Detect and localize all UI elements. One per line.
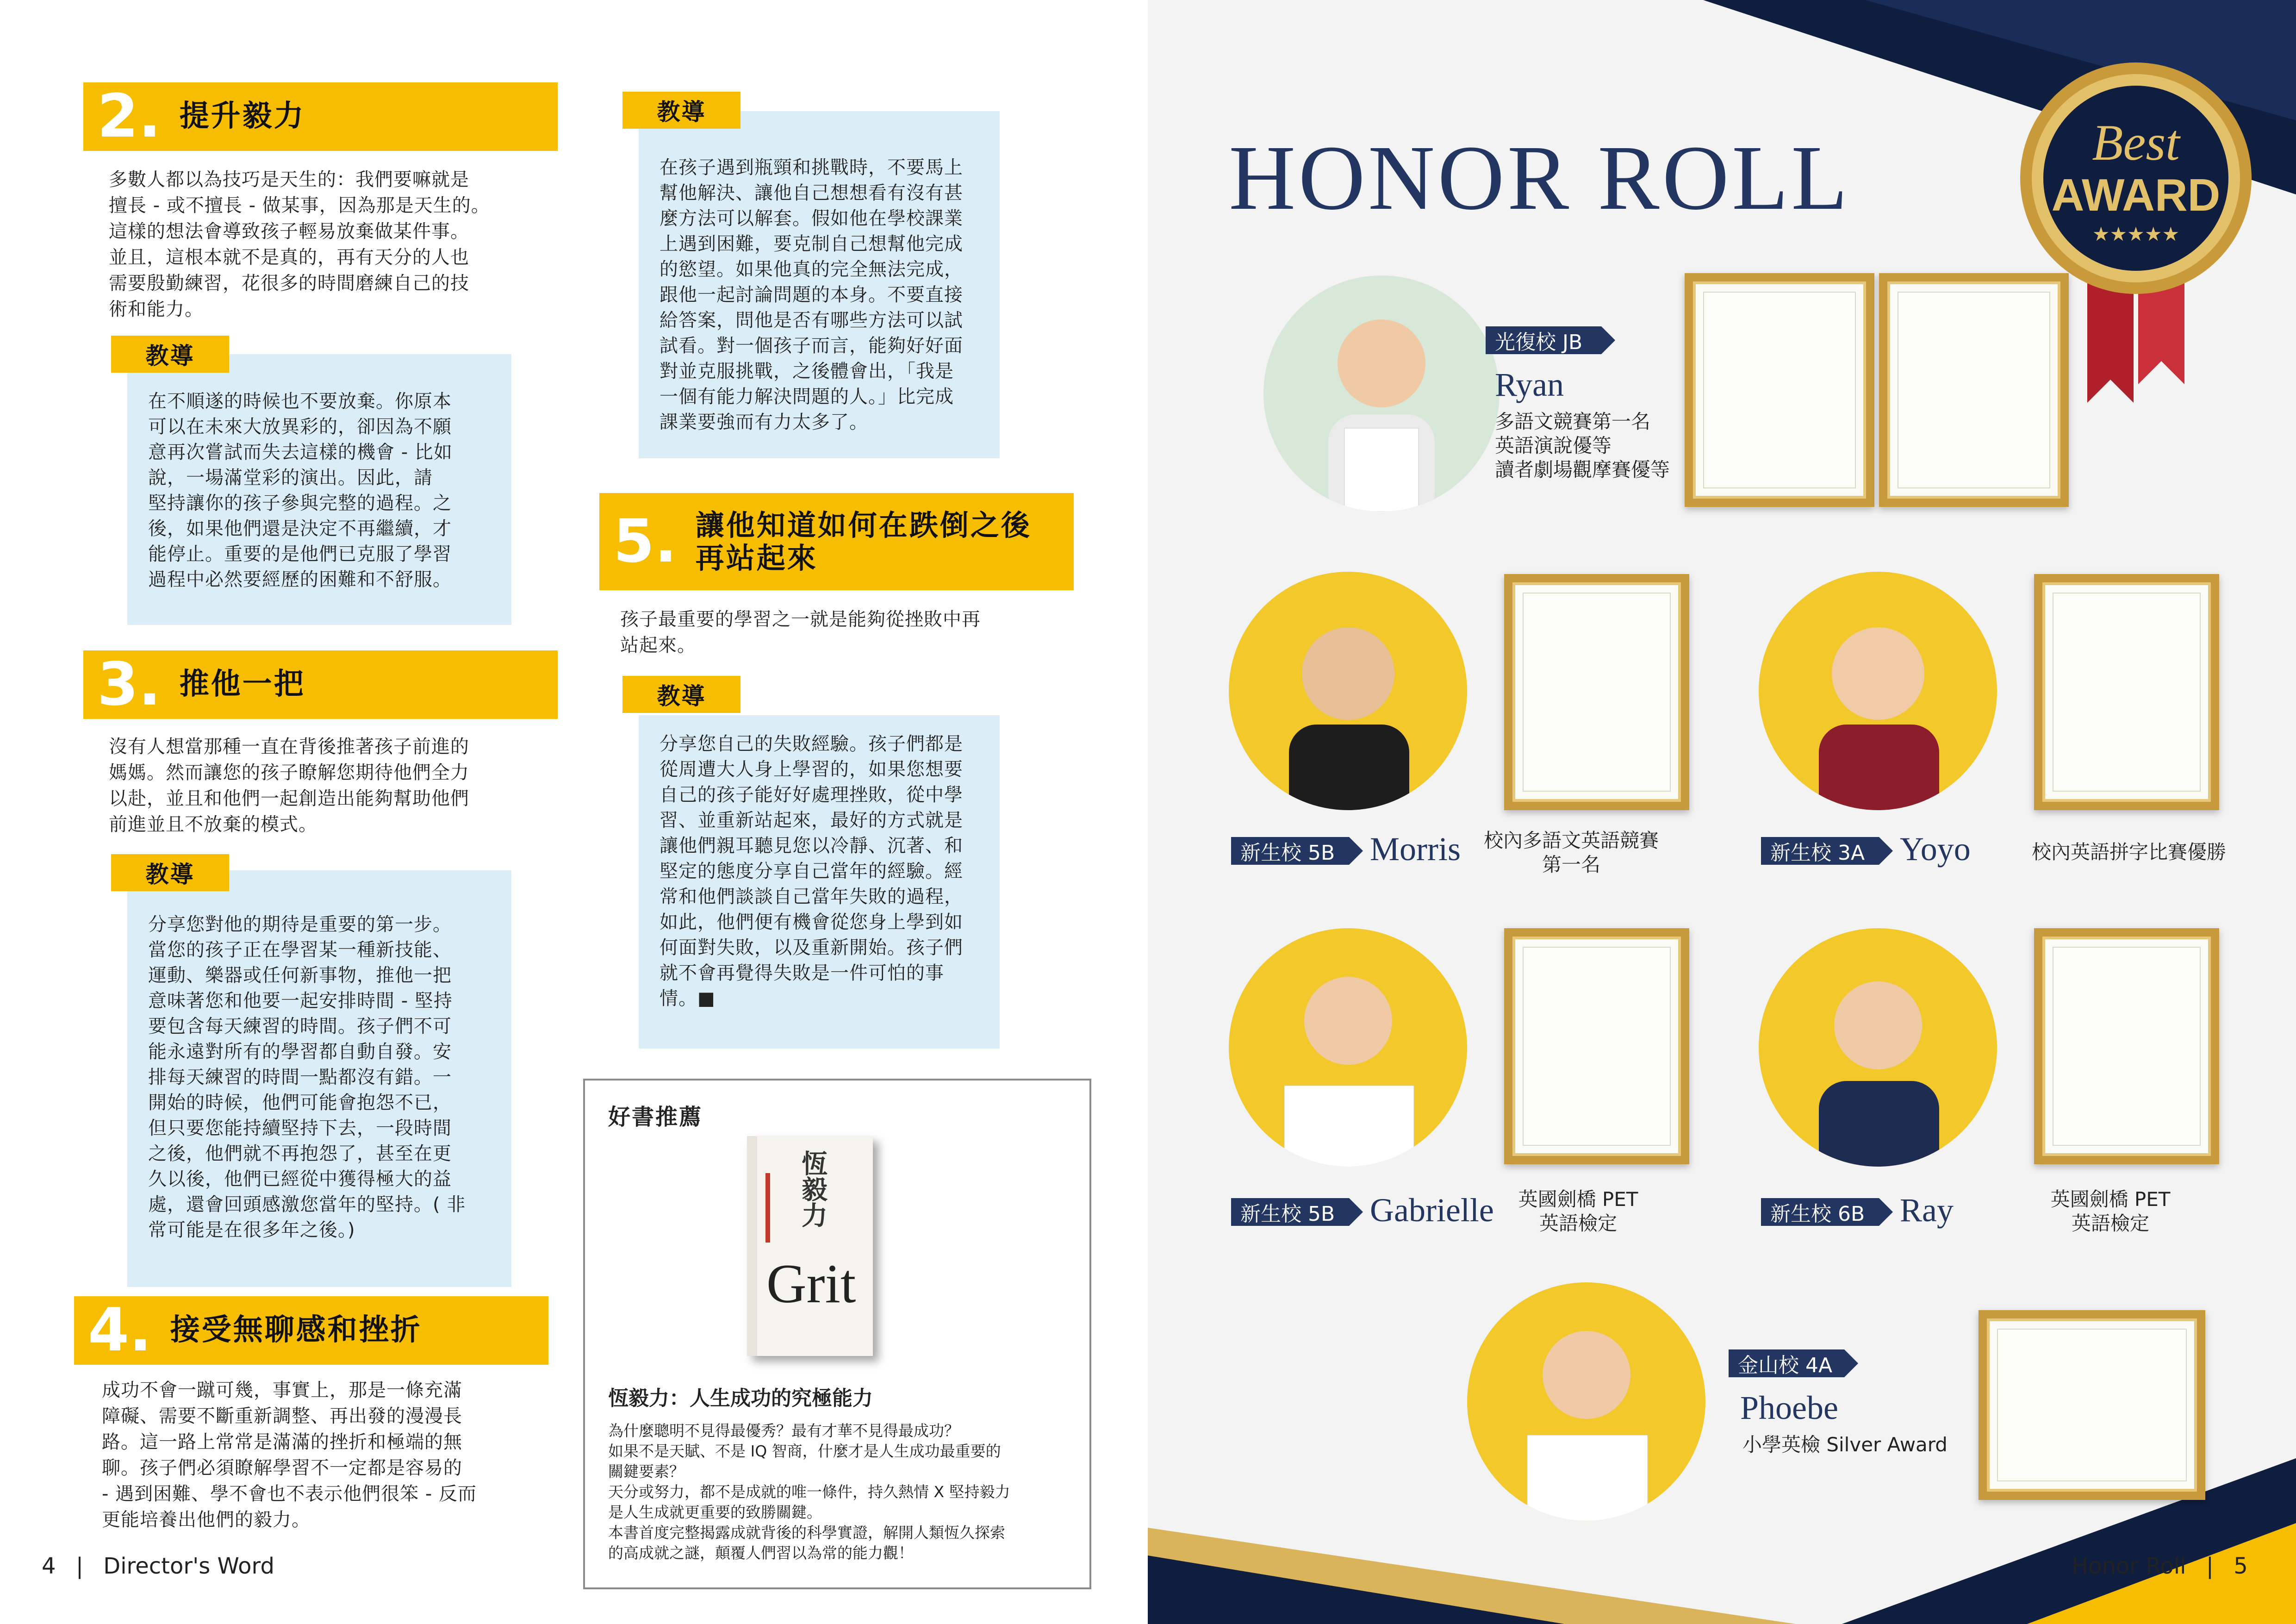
student-figure-icon — [1467, 1282, 1705, 1521]
section-2-tip-text — [148, 389, 495, 593]
right-page — [1148, 0, 2296, 1624]
text-line: 一個有能力解決問題的人。」比完成 — [660, 386, 954, 407]
section-5-tip-text — [660, 731, 988, 1012]
footer-left: 4 | Director's Word — [42, 1553, 274, 1579]
top-tip-text — [660, 155, 988, 435]
text-line: 情。■ — [660, 988, 716, 1009]
section-3-tip-text — [148, 912, 495, 1243]
student-name: Morris — [1370, 831, 1461, 868]
text-line: 常和他們談談自己當年失敗的過程， — [660, 886, 963, 907]
text-line: 常可能是在很多年之後。) — [148, 1219, 355, 1241]
top-tip-label: 教導 — [622, 92, 740, 129]
school-tag: 新生校 6B — [1761, 1198, 1879, 1226]
section-4-number: 4. — [88, 1296, 152, 1365]
text-line: - 遇到困難、學不會也不表示他們很笨 - 反而 — [102, 1483, 477, 1505]
text-line: 前進並且不放棄的模式。 — [109, 814, 317, 835]
text-line: 站起來。 — [620, 635, 696, 656]
honor-roll-title: HONOR ROLL — [1229, 127, 1851, 229]
text-line: 為什麼聰明不見得最優秀？最有才華不見得最成功？ — [608, 1422, 959, 1440]
text-line: 更能培養出他們的毅力。 — [102, 1509, 311, 1530]
badge-word: AWARD — [2051, 169, 2221, 220]
text-line: 在孩子遇到瓶頸和挑戰時，不要馬上 — [660, 157, 963, 178]
text-line: 意味著您和他要一起安排時間 - 堅持 — [148, 990, 453, 1012]
text-line: 從周遭大人身上學習的，如果您想要 — [660, 759, 963, 780]
text-line: 對並克服挑戰，之後體會出，「我是 — [660, 361, 954, 382]
school-tag: 新生校 5B — [1231, 1198, 1349, 1226]
text-line: 是人生成就更重要的致勝關鍵。 — [608, 1503, 822, 1521]
certificate-frame — [1685, 273, 1874, 507]
text-line: 障礙、需要不斷重新調整、再出發的漫漫長 — [102, 1405, 462, 1427]
section-2-title: 提升毅力 — [179, 99, 305, 134]
certificate-frame — [1504, 928, 1689, 1164]
section-5-title — [696, 509, 1032, 575]
section-5-body — [620, 606, 1037, 658]
section-5-tip-label: 教導 — [622, 676, 740, 713]
award-line: 英語檢定 — [2071, 1212, 2149, 1235]
student-photo-yoyo — [1759, 572, 1997, 810]
student-photo-phoebe — [1467, 1282, 1705, 1521]
text-line: 聊。孩子們必須瞭解學習不一定都是容易的 — [102, 1457, 462, 1479]
certificate-frame — [1979, 1310, 2205, 1500]
book-cover — [747, 1136, 873, 1356]
text-line: 說，一場滿堂彩的演出。因此，請 — [148, 467, 433, 488]
text-line: 路。這一路上常常是滿滿的挫折和極端的無 — [102, 1431, 462, 1453]
footer-right: Honor Roll | 5 — [2072, 1553, 2248, 1579]
footer-section-title: Honor Roll — [2072, 1553, 2186, 1579]
text-line: 就不會再覺得失敗是一件可怕的事 — [660, 962, 944, 984]
certificate-frame — [2034, 574, 2219, 810]
text-line: 如此，他們便有機會從您身上學到如 — [660, 912, 963, 933]
award-line: 多語文競賽第一名 — [1495, 410, 1651, 433]
text-line: 成功不會一蹴可幾，事實上，那是一條充滿 — [102, 1380, 462, 1401]
text-line: 運動、樂器或任何新事物，推他一把 — [148, 965, 452, 986]
certificate-frame — [1879, 273, 2069, 507]
certificate-frame — [1504, 574, 1689, 810]
book-cover-chinese: 恆毅力 — [797, 1150, 828, 1228]
student-name: Ray — [1900, 1192, 1954, 1229]
text-line: 術和能力。 — [109, 299, 204, 320]
text-line: 的慾望。如果他真的完全無法完成， — [660, 259, 963, 280]
award-line: 讀者劇場觀摩賽優等 — [1495, 458, 1670, 481]
student-photo-morris — [1229, 572, 1467, 810]
text-line: 這樣的想法會導致孩子輕易放棄做某件事。 — [109, 221, 469, 242]
student-name: Ryan — [1495, 366, 1564, 403]
text-line: 堅持讓你的孩子參與完整的過程。之 — [148, 493, 452, 514]
section-2-number: 2. — [97, 82, 161, 151]
section-2-tip-label: 教導 — [111, 336, 229, 373]
award-line: 校內英語拼字比賽優勝 — [2032, 841, 2227, 863]
text-line: 習、並重新站起來，最好的方式就是 — [660, 810, 963, 831]
text-line: 能永遠對所有的學習都自動自發。安 — [148, 1041, 452, 1062]
section-4-body — [102, 1377, 532, 1533]
text-line: 堅定的態度分享自己當年的經驗。經 — [660, 861, 963, 882]
text-line: 當您的孩子正在學習某一種新技能、 — [148, 939, 452, 961]
student-figure-icon — [1229, 572, 1467, 810]
text-line: 上遇到困難，要克制自己想幫他完成 — [660, 233, 963, 255]
text-line: 沒有人想當那種一直在背後推著孩子前進的 — [109, 736, 469, 757]
student-awards — [1495, 410, 1670, 482]
book-description — [608, 1421, 1071, 1563]
text-line: 後，如果他們還是決定不再繼續，才 — [148, 518, 452, 539]
footer-section-title: Director's Word — [103, 1553, 274, 1579]
text-line: 處，還會回頭感激您當年的堅持。( 非 — [148, 1194, 466, 1215]
text-line: 幫他解決、讓他自己想想看有沒有甚 — [660, 182, 963, 204]
section-4-header — [74, 1296, 548, 1365]
text-line: 跟他一起討論問題的本身。不要直接 — [660, 284, 963, 306]
text-line: 關鍵要素？ — [608, 1462, 684, 1480]
section-2-header — [83, 82, 558, 151]
badge-stars-icon: ★★★★★ — [2092, 223, 2180, 245]
text-line: 意再次嘗試而失去這樣的機會 - 比如 — [148, 442, 453, 463]
section-3-header — [83, 650, 558, 719]
section-2-body — [109, 167, 539, 322]
text-line: 自己的孩子能好好處理挫敗，從中學 — [660, 784, 963, 806]
student-name: Gabrielle — [1370, 1192, 1494, 1229]
text-line: 如果不是天賦、不是 IQ 智商，什麼才是人生成功最重要的 — [608, 1442, 1001, 1460]
text-line: 但只要您能持續堅持下去，一段時間 — [148, 1118, 452, 1139]
book-header: 好書推薦 — [608, 1104, 703, 1130]
section-3-body — [109, 734, 539, 837]
text-line: 天分或努力，都不是成就的唯一條件，持久熱情 X 堅持毅力 — [608, 1483, 1010, 1501]
certificate-frame — [2034, 928, 2219, 1164]
student-name: Yoyo — [1900, 831, 1971, 868]
text-line: 久以後，他們已經從中獲得極大的益 — [148, 1168, 452, 1190]
section-5-header — [599, 493, 1074, 590]
award-line: 英國劍橋 PET — [1518, 1188, 1638, 1211]
student-awards — [1742, 1433, 1948, 1457]
student-awards — [2032, 840, 2226, 864]
text-line: 能停止。重要的是他們已克服了學習 — [148, 543, 452, 565]
award-line: 第一名 — [1542, 853, 1600, 876]
text-line: 要包含每天練習的時間。孩子們不可 — [148, 1016, 452, 1037]
award-line: 校內多語文英語競賽 — [1483, 829, 1659, 852]
page-number: 4 — [42, 1553, 56, 1579]
text-line: 何面對失敗，以及重新開始。孩子們 — [660, 937, 963, 958]
text-line: 分享您對他的期待是重要的第一步。 — [148, 914, 452, 935]
student-figure-icon — [1229, 928, 1467, 1167]
text-line: 麼方法可以解套。假如他在學校課業 — [660, 208, 963, 229]
award-line: 英語演說優等 — [1495, 434, 1612, 457]
student-awards — [1500, 1187, 1657, 1236]
award-line: 小學英檢 Silver Award — [1742, 1433, 1948, 1456]
text-line: 給答案，問他是否有哪些方法可以試 — [660, 310, 963, 331]
award-line: 英國劍橋 PET — [2050, 1188, 2171, 1211]
student-figure-icon — [1759, 928, 1997, 1167]
text-line: 試看。對一個孩子而言，能夠好好面 — [660, 335, 963, 356]
section-3-title: 推他一把 — [179, 667, 305, 702]
text-line: 讓他知道如何在跌倒之後 — [695, 508, 1032, 542]
award-line: 英語檢定 — [1539, 1212, 1617, 1235]
text-line: 再站起來 — [695, 541, 818, 575]
page-number: 5 — [2234, 1553, 2248, 1579]
text-line: 在不順遂的時候也不要放棄。你原本 — [148, 391, 452, 412]
text-line: 課業要強而有力太多了。 — [660, 412, 868, 433]
book-cover-word: Grit — [766, 1253, 856, 1314]
text-line: 需要殷勤練習，花很多的時間磨練自己的技 — [109, 273, 469, 294]
school-tag: 金山校 4A — [1729, 1349, 1844, 1377]
book-cover-stripe — [765, 1173, 770, 1243]
text-line: 孩子最重要的學習之一就是能夠從挫敗中再 — [620, 609, 981, 630]
text-line: 可以在未來大放異彩的，卻因為不願 — [148, 416, 452, 437]
section-3-tip-label: 教導 — [111, 854, 229, 891]
text-line: 並且，這根本就不是真的，再有天分的人也 — [109, 247, 469, 268]
student-awards — [1481, 829, 1661, 877]
text-line: 讓他們親耳聽見您以冷靜、沉著、和 — [660, 835, 963, 856]
section-3-number: 3. — [97, 650, 161, 719]
student-awards — [2032, 1187, 2189, 1236]
student-figure-icon — [1263, 275, 1500, 512]
student-name: Phoebe — [1740, 1389, 1838, 1426]
text-line: 過程中必然要經歷的困難和不舒服。 — [148, 569, 452, 590]
text-line: 排每天練習的時間一點都沒有錯。一 — [148, 1067, 452, 1088]
text-line: 以赴，並且和他們一起創造出能夠幫助他們 — [109, 788, 469, 809]
student-photo-ryan — [1263, 275, 1500, 512]
text-line: 本書首度完整揭露成就背後的科學實證，解開人類恆久探索 — [608, 1524, 1005, 1542]
text-line: 擅長 - 或不擅長 - 做某事，因為那是天生的。 — [109, 195, 490, 216]
text-line: 媽媽。然而讓您的孩子瞭解您期待他們全力 — [109, 762, 469, 783]
text-line: 的高成就之謎，顛覆人們習以為常的能力觀！ — [608, 1544, 914, 1562]
text-line: 開始的時候，他們可能會抱怨不已， — [148, 1092, 452, 1113]
school-tag: 新生校 5B — [1231, 837, 1349, 865]
text-line: 分享您自己的失敗經驗。孩子們都是 — [660, 733, 963, 755]
section-4-title: 接受無聊感和挫折 — [170, 1313, 422, 1348]
text-line: 多數人都以為技巧是天生的：我們要嘛就是 — [109, 169, 469, 190]
school-tag: 新生校 3A — [1761, 837, 1879, 865]
student-figure-icon — [1759, 572, 1997, 810]
student-photo-ray — [1759, 928, 1997, 1167]
school-tag: 光復校 JB — [1486, 326, 1601, 354]
text-line: 之後，他們就不再抱怨了，甚至在更 — [148, 1143, 452, 1164]
student-photo-gabrielle — [1229, 928, 1467, 1167]
badge-script: Best — [2092, 114, 2180, 171]
book-title: 恆毅力：人生成功的究極能力 — [608, 1387, 873, 1410]
book-recommendation — [583, 1079, 1091, 1589]
section-5-number: 5. — [613, 507, 677, 576]
